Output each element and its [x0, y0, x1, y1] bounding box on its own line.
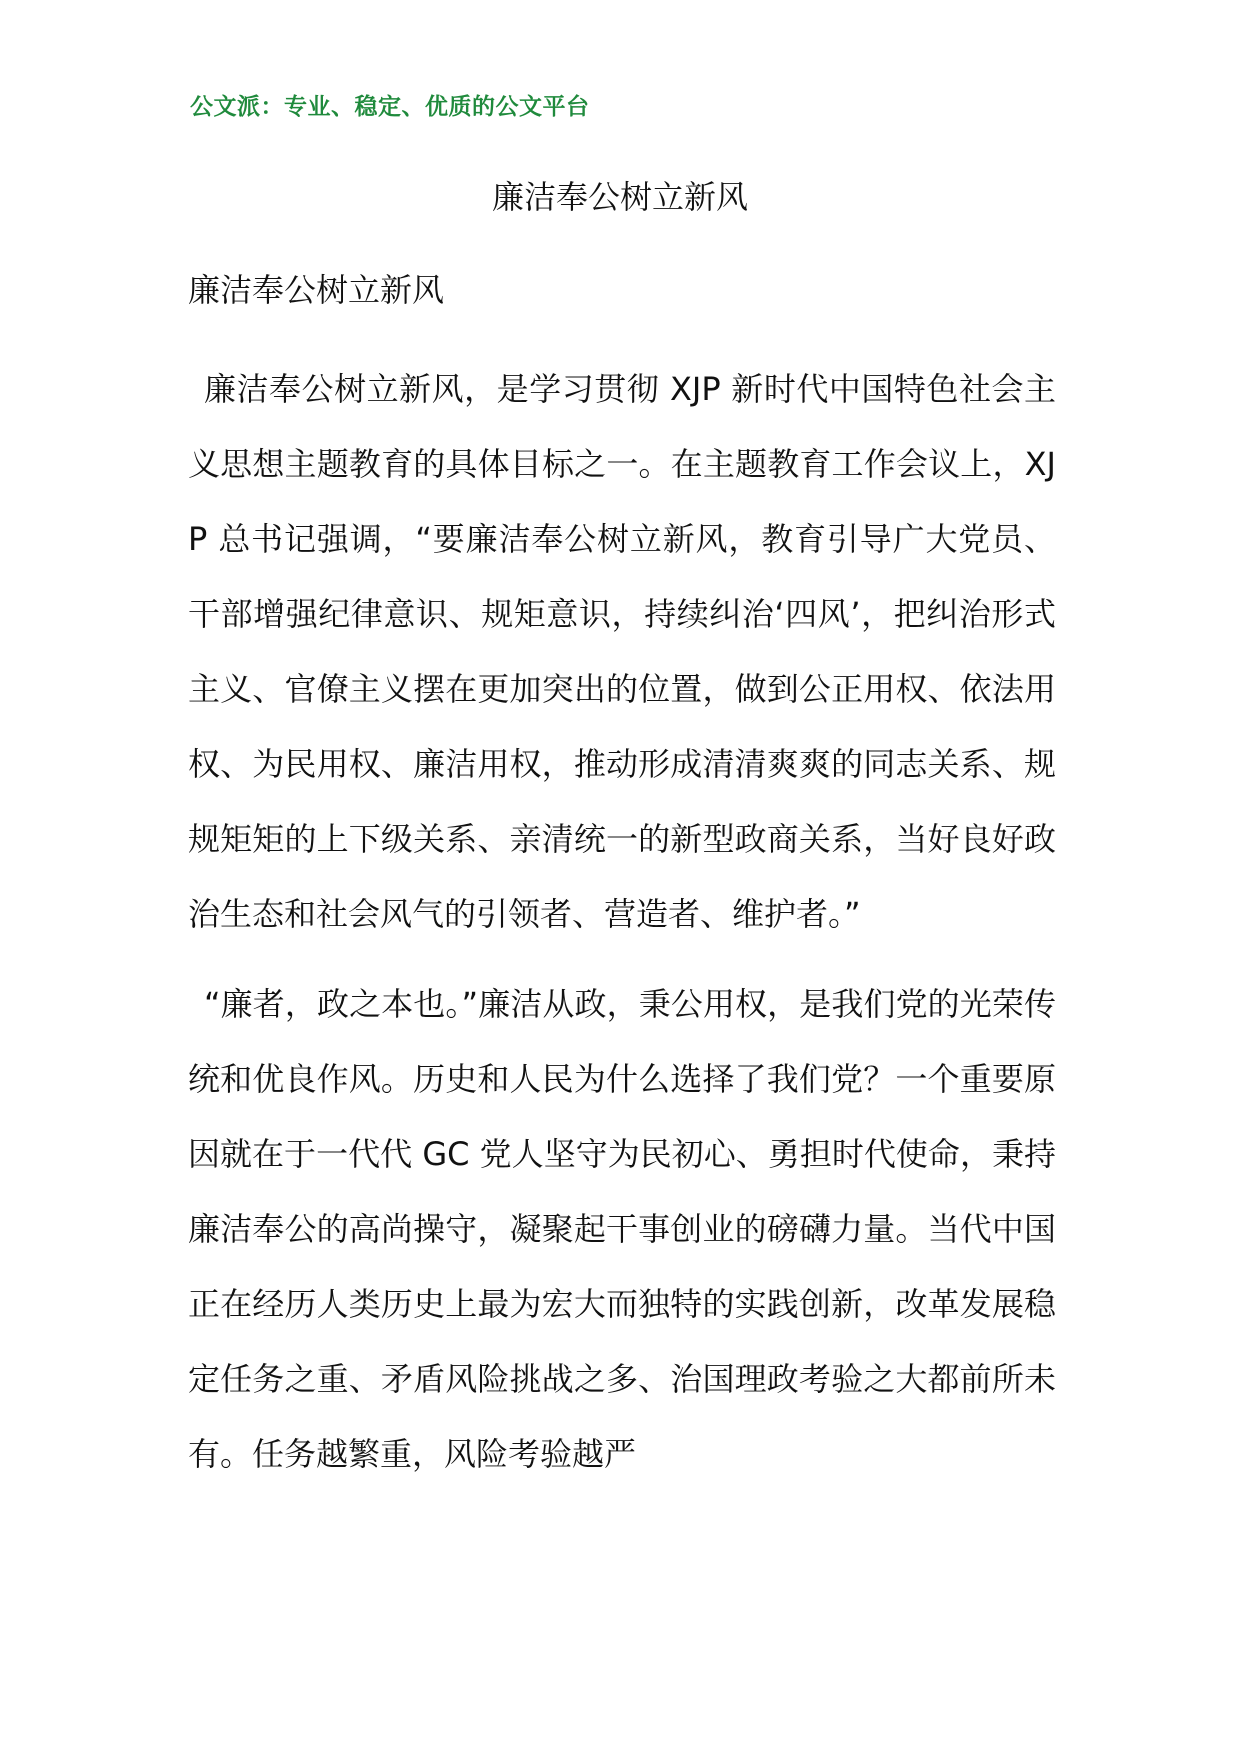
document-subtitle: 廉洁奉公树立新风: [188, 271, 445, 309]
document-body: [188, 352, 1056, 1507]
document-title: 廉洁奉公树立新风: [491, 178, 748, 216]
body-paragraph: 廉洁奉公树立新风，是学习贯彻 XJP 新时代中国特色社会主义思想主题教育的具体目标之一。在主题教育工作会议上，XJP 总书记强调，“要廉洁奉公树立新风，教育引导广大党员、干部增强纪律意识、规矩意识，持续纠治‘四风’，把纠治形式主义、官僚主义摆在更加突出的位置，做到公正用权、依法用权、为民用权、廉洁用权，推动形成清清爽爽的同志关系、规规矩矩的上下级关系、亲清统一的新型政商关系，当好良好政治生态和社会风气的引领者、营造者、维护者。”: [188, 370, 1056, 933]
body-paragraph: “廉者，政之本也。”廉洁从政，秉公用权，是我们党的光荣传统和优良作风。历史和人民为什么选择了我们党？一个重要原因就在于一代代 GC 党人坚守为民初心、勇担时代使命，秉持廉洁奉公的高尚操守，凝聚起干事创业的磅礴力量。当代中国正在经历人类历史上最为宏大而独特的实践创新，改革发展稳定任务之重、矛盾风险挑战之多、治国理政考验之大都前所未有。任务越繁重，风险考验越严: [188, 985, 1056, 1473]
header-banner: 公文派：专业、稳定、优质的公文平台: [190, 94, 590, 120]
